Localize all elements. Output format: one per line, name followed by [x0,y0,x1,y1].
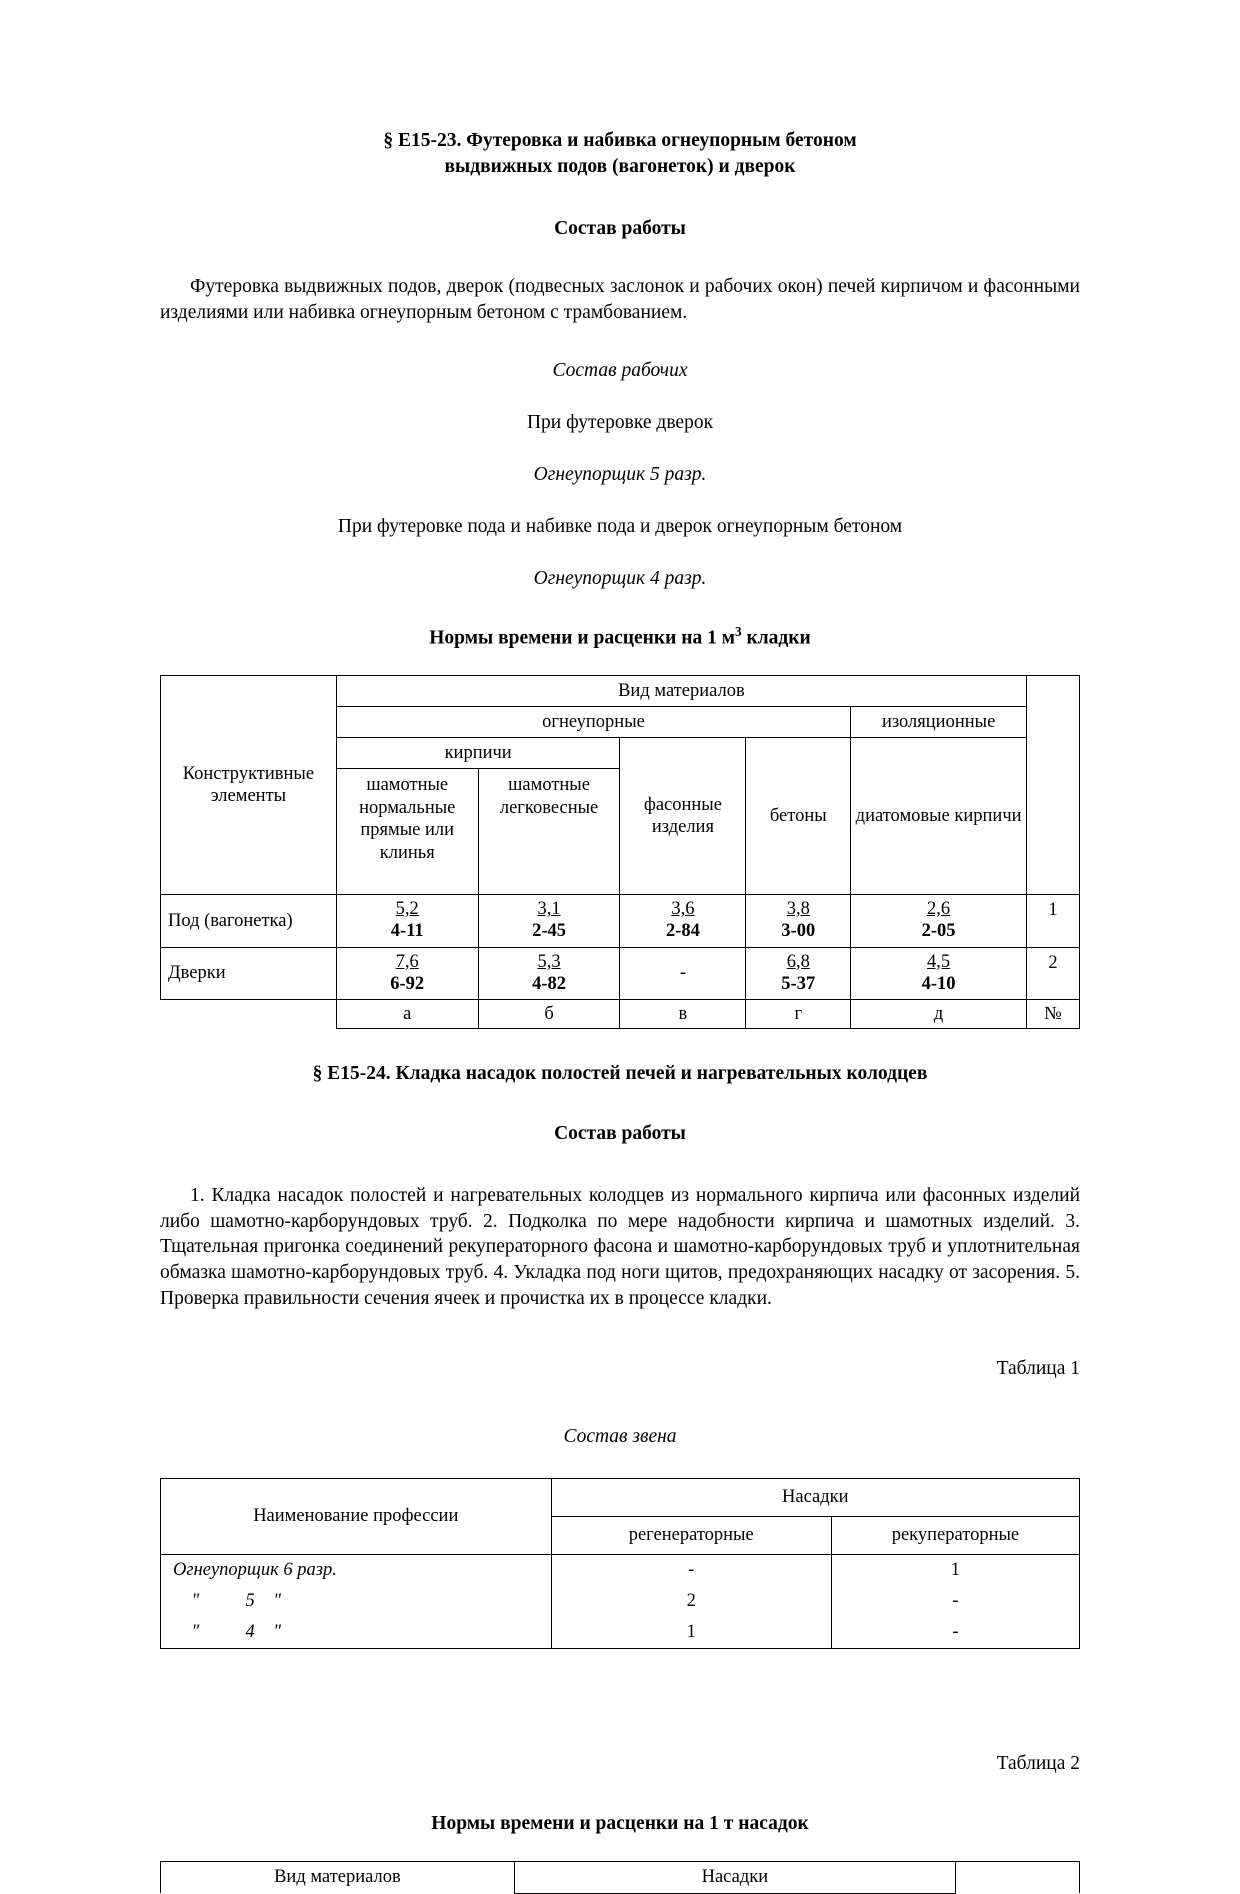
cell-pod-concrete [746,895,851,947]
header-nozzles: Насадки [551,1478,1079,1516]
norms-heading-1 [160,624,1080,650]
crew-composition-heading: Состав звена [563,1425,677,1447]
norms-table-2 [160,1861,1080,1894]
column-letter-d: д [851,999,1027,1028]
profession-rank-4: " 4 " [161,1617,552,1649]
table-row [161,1586,1080,1617]
cell-dverki-diatomite [851,947,1027,999]
table-row [161,895,1080,947]
norms-table-1-wrapper [160,675,1080,1029]
crew-table-wrapper [160,1478,1080,1649]
norm-value: 4,5 [927,951,951,972]
norm-value: 3,8 [786,899,810,920]
rate-value: 5-37 [781,973,816,994]
header-profession-name: Наименование профессии [161,1478,552,1554]
work-composition-text-2: 1. Кладка насадок полостей и нагревательных колодцев из нормального кирпича или фасонных изделий либо шамотно-карборундовых труб. 2. Подколка по мере надобности кирпича и шамотных изделий. 3. Тщательная пригонка соединений рекуператорного фасона и шамотно-карборундовых труб и уплотнительная обмазка шамотно-карборундовых труб. 4. Укладка под ноги щитов, предохраняющих насадку от засорения. 5. Проверка правильности сечения ячеек и прочистка их в процессе кладки. [160,1184,1080,1309]
rate-value: 2-84 [665,921,700,942]
cell-dverki-concrete [746,947,851,999]
regenerative-rank-4: 1 [551,1617,831,1649]
case-1-worker: Огнеупорщик 5 разр. [533,463,707,485]
cell-pod-shaped [620,895,746,947]
table-row-header-profession [161,1478,1080,1516]
work-composition-text-1: Футеровка выдвижных подов, дверок (подвесных заслонок и рабочих окон) печей кирпичом и фасонными изделиями или набивка огнеупорным бетоном с трамбованием. [160,276,1080,323]
cell-pod-fireclay-lightweight [478,895,620,947]
cell-dverki-fireclay-normal [336,947,478,999]
header-insulating: изоляционные [851,707,1027,738]
header-fireclay-normal: шамотные нормальные прямые или клинья [336,769,478,895]
header-number-blank-2 [955,1861,1079,1893]
rate-value: 3-00 [781,921,816,942]
norm-value: 2,6 [927,899,951,920]
table-2-caption: Таблица 2 [996,1752,1080,1774]
regenerative-rank-5: 2 [551,1586,831,1617]
case-2-worker: Огнеупорщик 4 разр. [533,567,707,589]
table-1-caption: Таблица 1 [996,1357,1080,1379]
header-number-blank [1027,676,1080,895]
row-number-1: 1 [1027,895,1080,947]
profession-rank-5: " 5 " [161,1586,552,1617]
norm-value: 3,1 [537,899,561,920]
header-material-type-2: Вид материалов [161,1861,515,1893]
header-nozzles-2: Насадки [514,1861,955,1893]
cell-dverki-shaped [620,947,746,999]
case-2-label: При футеровке пода и набивке пода и дверок огнеупорным бетоном [337,515,903,537]
column-letter-b: б [478,999,620,1028]
row-label-pod: Под (вагонетка) [161,895,337,947]
column-letter-g: г [746,999,851,1028]
work-composition-heading-1: Состав работы [554,218,686,240]
norm-value: 3,6 [671,899,695,920]
header-fireclay-lightweight: шамотные легковесные [478,769,620,895]
recuperative-rank-6: 1 [831,1554,1079,1586]
rate-value: 2-05 [921,921,956,942]
norms-heading-1-post: кладки [741,627,811,649]
rate-value: 4-11 [390,921,424,942]
row-number-2: 2 [1027,947,1080,999]
rate-value: 4-82 [532,973,567,994]
crew-table [160,1478,1080,1649]
table-row-column-letters [161,999,1080,1028]
norm-value: 5,3 [537,951,561,972]
rate-value: 6-92 [390,973,425,994]
column-letter-no: № [1027,999,1080,1028]
header-refractory: огнеупорные [336,707,850,738]
cell-pod-fireclay-normal [336,895,478,947]
norm-value: 5,2 [395,899,419,920]
row-label-dverki: Дверки [161,947,337,999]
header-concretes: бетоны [746,738,851,895]
header-bricks: кирпичи [336,738,620,769]
norms-heading-1-pre: Нормы времени и расценки на 1 м [429,627,735,649]
norms-heading-2: Нормы времени и расценки на 1 т насадок [431,1812,809,1834]
column-letter-a: а [336,999,478,1028]
table-row-header-materials [161,676,1080,707]
work-composition-heading-2: Состав работы [554,1122,686,1144]
section-e15-23-title [160,128,1080,180]
section-e15-23-title-line1: § Е15-23. Футеровка и набивка огнеупорным бетоном [383,130,857,151]
cell-pod-diatomite [851,895,1027,947]
norm-value: 6,8 [786,951,810,972]
section-e15-24-title: § Е15-24. Кладка насадок полостей печей и нагревательных колодцев [312,1062,928,1084]
header-regenerative: регенераторные [551,1516,831,1554]
table-row [161,947,1080,999]
column-letter-v: в [620,999,746,1028]
regenerative-rank-6: - [551,1554,831,1586]
norms-heading-1-superscript: 3 [735,623,742,639]
norm-value: 7,6 [395,951,419,972]
case-1-label: При футеровке дверок [526,411,714,433]
table-row-header-materials-2 [161,1861,1080,1893]
header-structural-elements: Конструктивные элементы [161,676,337,895]
norm-value: - [679,962,686,983]
cell-dverki-fireclay-lightweight [478,947,620,999]
recuperative-rank-4: - [831,1617,1079,1649]
norms-table-1 [160,675,1080,1029]
workers-composition-heading: Состав рабочих [552,359,688,381]
profession-rank-6: Огнеупорщик 6 разр. [161,1554,552,1586]
rate-value: 2-45 [532,921,567,942]
rate-value: 4-10 [921,973,956,994]
table-row [161,1617,1080,1649]
recuperative-rank-5: - [831,1586,1079,1617]
header-shaped-products: фасонные изделия [620,738,746,895]
norms-table-2-wrapper [160,1861,1080,1894]
header-diatomite-bricks: диатомовые кирпичи [851,738,1027,895]
header-recuperative: рекуператорные [831,1516,1079,1554]
table-row [161,1554,1080,1586]
header-material-type: Вид материалов [336,676,1026,707]
letters-blank [161,999,337,1028]
section-e15-23-title-line2: выдвижных подов (вагонеток) и дверок [444,156,796,178]
